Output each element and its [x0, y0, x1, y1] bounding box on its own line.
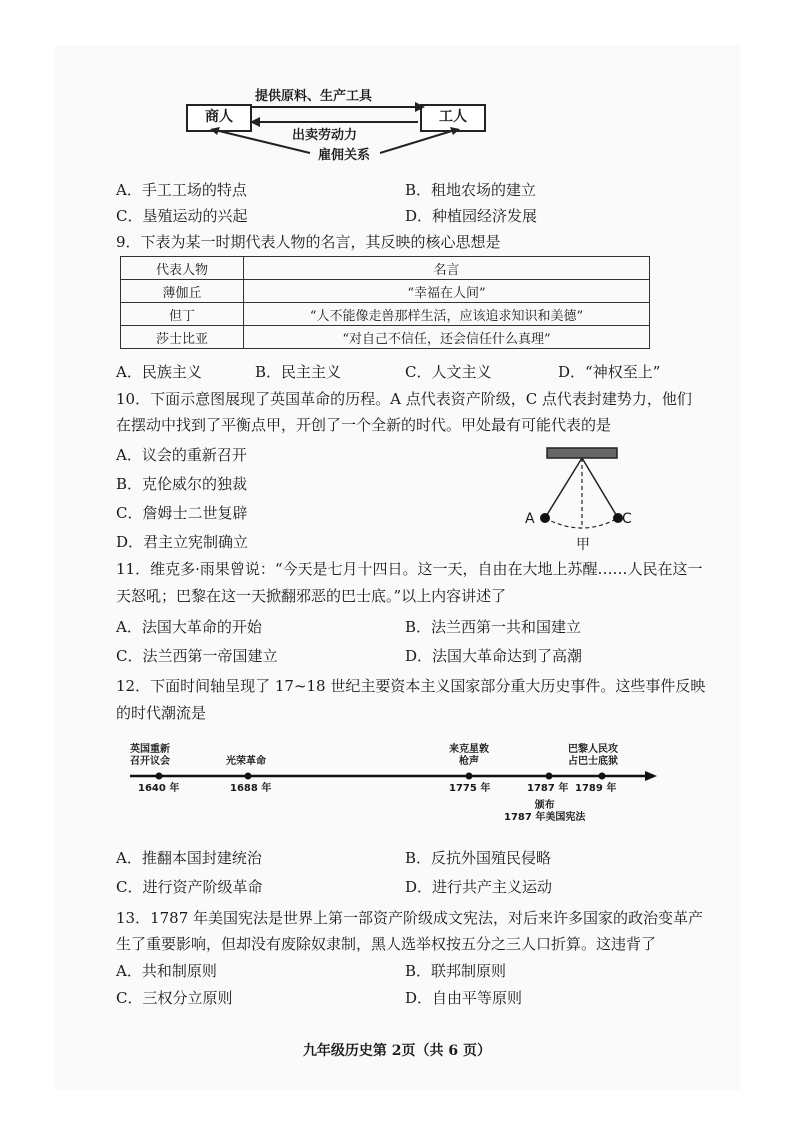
timeline-note-1787: 颁布 1787 年美国宪法 [504, 800, 586, 823]
q11-option-b: B．法兰西第一共和国建立 [405, 618, 582, 636]
point-jia-label: 甲 [576, 537, 590, 553]
person-cell: 薄伽丘 [121, 280, 244, 303]
quotes-table [120, 256, 650, 349]
q10-option-a: A．议会的重新召开 [116, 446, 247, 464]
q12-option-d: D．进行共产主义运动 [405, 878, 553, 896]
table-header-row [121, 257, 650, 280]
q12-option-a: A．推翻本国封建统治 [116, 849, 262, 867]
arrow-left-icon [250, 117, 260, 127]
page-footer: 九年级历史第 2页（共 6 页） [302, 1043, 492, 1059]
q11-stem-line1: 11．维克多·雨果曾说：“今天是七月十四日。这一天，自由在大地上苏醒……人民在这一 [116, 560, 703, 578]
q8-option-d: D．种植园经济发展 [405, 207, 538, 225]
q13-stem-line1: 13．1787 年美国宪法是世界上第一部资产阶级成文宪法，对后来许多国家的政治变革产 [116, 909, 704, 927]
timeline-year: 1787 年 [527, 783, 569, 794]
q12-option-c: C．进行资产阶级革命 [116, 878, 263, 896]
arrow-right-icon [645, 771, 657, 781]
quote-cell: “对自己不信任，还会信任什么真理” [244, 326, 650, 349]
q10-option-b: B．克伦威尔的独裁 [116, 475, 248, 493]
table-header: 代表人物 [121, 257, 244, 280]
table-row [121, 326, 650, 349]
person-cell: 但丁 [121, 303, 244, 326]
arrow-top-label: 提供原料、生产工具 [255, 89, 373, 104]
q11-stem-line2: 天怒吼；巴黎在这一天掀翻邪恶的巴士底。”以上内容讲述了 [116, 587, 507, 605]
q12-option-b: B．反抗外国殖民侵略 [405, 849, 552, 867]
arrow-right-icon [415, 102, 425, 112]
worker-box: 工人 [420, 104, 486, 132]
q9-option-c: C．人文主义 [405, 363, 492, 381]
arrow-bottom-label: 雇佣关系 [318, 148, 371, 163]
timeline-event-1640: 英国重新 召开议会 [130, 744, 170, 767]
q13-option-d: D．自由平等原则 [405, 989, 523, 1007]
table-row [121, 303, 650, 326]
timeline-year: 1688 年 [230, 783, 272, 794]
q9-stem: 9．下表为某一时期代表人物的名言，其反映的核心思想是 [116, 233, 501, 251]
q11-option-d: D．法国大革命达到了高潮 [405, 647, 583, 665]
quote-cell: “人不能像走兽那样生活，应该追求知识和美德” [244, 303, 650, 326]
q8-option-a: A．手工工场的特点 [116, 181, 247, 199]
q12-stem-line2: 的时代潮流是 [116, 704, 207, 722]
table-row [121, 280, 650, 303]
q9-option-a: A．民族主义 [116, 363, 202, 381]
arrow-mid-label: 出卖劳动力 [292, 128, 358, 143]
merchant-box: 商人 [186, 104, 252, 132]
q9-option-b: B．民主主义 [255, 363, 342, 381]
q13-option-b: B．联邦制原则 [405, 962, 507, 980]
timeline-year: 1789 年 [575, 783, 617, 794]
table-header: 名言 [244, 257, 650, 280]
person-cell: 莎士比亚 [121, 326, 244, 349]
q11-option-a: A．法国大革命的开始 [116, 618, 262, 636]
timeline-event-1688: 光荣革命 [226, 756, 266, 767]
timeline-year: 1775 年 [449, 783, 491, 794]
q13-option-c: C．三权分立原则 [116, 989, 233, 1007]
q11-option-c: C．法兰西第一帝国建立 [116, 647, 278, 665]
point-c-label: C [622, 511, 632, 527]
q8-option-c: C．垦殖运动的兴起 [116, 207, 248, 225]
q10-option-d: D．君主立宪制确立 [116, 533, 249, 551]
quote-cell: “幸福在人间” [244, 280, 650, 303]
q13-stem-line2: 生了重要影响，但却没有废除奴隶制，黑人选举权按五分之三人口折算。这违背了 [116, 935, 657, 953]
point-a-label: A [525, 511, 535, 527]
q10-stem-line1: 10．下面示意图展现了英国革命的历程。A 点代表资产阶级，C 点代表封建势力，他们 [116, 390, 692, 408]
timeline-year: 1640 年 [138, 783, 180, 794]
q10-option-c: C．詹姆士二世复辟 [116, 504, 248, 522]
timeline-event-1775: 来克星敦 枪声 [449, 744, 489, 767]
q9-option-d: D．“神权至上” [558, 363, 661, 381]
q10-stem-line2: 在摆动中找到了平衡点甲，开创了一个全新的时代。甲处最有可能代表的是 [116, 416, 612, 434]
q12-stem-line1: 12．下面时间轴呈现了 17~18 世纪主要资本主义国家部分重大历史事件。这些事件反映 [116, 677, 706, 695]
q8-option-b: B．租地农场的建立 [405, 181, 537, 199]
timeline-event-1789: 巴黎人民攻 占巴士底狱 [568, 744, 618, 767]
q13-option-a: A．共和制原则 [116, 962, 217, 980]
